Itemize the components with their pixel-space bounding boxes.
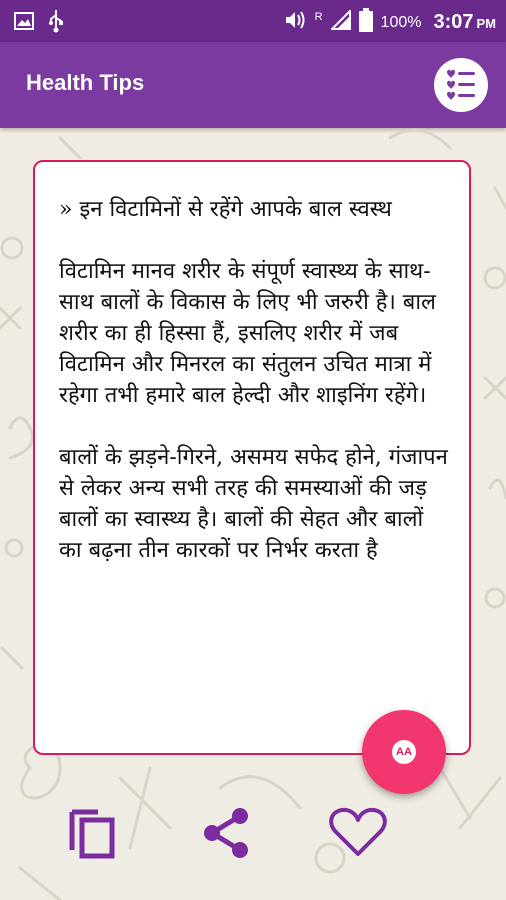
share-icon [200, 806, 254, 860]
article-card [33, 160, 471, 755]
roaming-indicator: R [314, 10, 323, 23]
app-title: Health Tips [26, 70, 145, 95]
battery-percent: 100% [380, 13, 422, 31]
copy-button[interactable] [68, 806, 118, 864]
signal-icon [331, 10, 351, 35]
favorite-button[interactable] [328, 806, 388, 862]
vibrate-icon [283, 9, 307, 36]
share-button[interactable] [200, 806, 254, 864]
image-icon [14, 12, 34, 34]
favorite-icon [328, 806, 388, 858]
clock: 3:07 PM [433, 11, 496, 33]
app-bar [0, 42, 506, 128]
list-hearts-icon [434, 58, 488, 112]
battery-icon [359, 8, 373, 37]
status-bar [0, 0, 506, 42]
usb-icon [48, 9, 64, 37]
list-hearts-button[interactable] [434, 58, 488, 112]
text-size-icon: AA [392, 740, 416, 764]
text-size-button[interactable] [362, 710, 446, 794]
article-body: » इन विटामिनों से रहेंगे आपके बाल स्वस्थ विटामिन मानव शरीर के संपूर्ण स्वास्थ्य के साथ-साथ बालों के विकास के लिए भी जरुरी है। बाल शरीर का ही हिस्सा हैं, इसलिए शरीर में जब विटामिन और मिनरल का संतुलन उचित मात्रा में रहेगा तभी हमारे बाल हेल्दी और शाइनिंग रहेंगे। बालों के झड़ने-गिरने, असमय सफेद होने, गंजापन से लेकर अन्य सभी तरह की समस्याओं की जड़ बालों का स्वास्थ्य है। बालों की सेहत और बालों का बढ़ना तीन कारकों पर निर्भर करता है [59, 197, 448, 563]
copy-icon [68, 806, 118, 860]
